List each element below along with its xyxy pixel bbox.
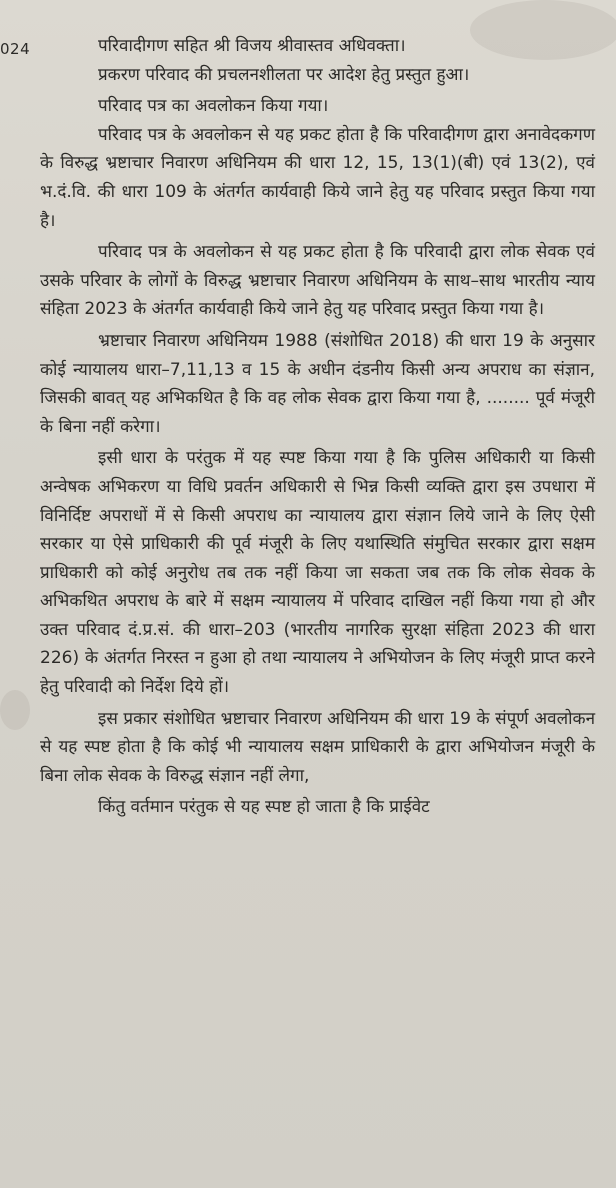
paragraph-perused: परिवाद पत्र का अवलोकन किया गया। xyxy=(98,96,329,117)
paragraph-proviso: इसी धारा के परंतुक में यह स्पष्ट किया गया है कि पुलिस अधिकारी या किसी अन्वेषक अभिकरण या विधि प्रवर्तन अधिकारी से भिन्न किसी व्यक्ति द्वारा इस उपधारा में विनिर्दिष्ट अपराधों में से किसी अपराध का न्यायालय द्वारा संज्ञान लिये जाने के लिए ऐसी सरकार या ऐसे प्राधिकारी की पूर्व मंजूरी के लिए यथास्थिति संमुचित सरकार द्वारा सक्षम प्राधिकारी को कोई अनुरोध तब तक नहीं किया जा सकता जब तक कि लोक सेवक के अभिकथित अपराध के बारे में सक्षम न्यायालय में परिवाद दाखिल नहीं किया गया हो और उक्त परिवाद दं.प्र.सं. की धारा–203 (भारतीय नागरिक सुरक्षा संहिता 2023 की धारा 226) के अंतर्गत निरस्त न हुआ हो तथा न्यायालय ने अभियोजन के लिए मंजूरी प्राप्त करने हेतु परिवादी को निर्देश दिये हों। xyxy=(40,448,595,698)
paragraph-presented: प्रकरण परिवाद की प्रचलनशीलता पर आदेश हेतु प्रस्तुत हुआ। xyxy=(98,64,470,85)
paragraph-conclusion: इस प्रकार संशोधित भ्रष्टाचार निवारण अधिनियम की धारा 19 के संपूर्ण अवलोकन से यह स्पष्ट होता है कि कोई भी न्यायालय सक्षम प्राधिकारी के द्वारा अभियोजन मंजूरी के बिना लोक सेवक के विरुद्ध संज्ञान नहीं लेगा, xyxy=(40,708,595,786)
paragraph-attendance: परिवादीगण सहित श्री विजय श्रीवास्तव अधिवक्ता। xyxy=(98,36,406,56)
paragraph-complaint-1: परिवाद पत्र के अवलोकन से यह प्रकट होता है कि परिवादीगण द्वारा अनावेदकगण के विरुद्ध भ्रष्टाचार निवारण अधिनियम की धारा 12, 15, 13(1)(बी) एवं 13(2), एवं भ.दं.वि. की धारा 109 के अंतर्गत कार्यवाही किये जाने हेतु यह परिवाद प्रस्तुत किया गया है। xyxy=(40,124,595,231)
margin-date: 024 xyxy=(0,40,31,58)
order-text xyxy=(40,32,595,822)
paragraph-section-19: भ्रष्टाचार निवारण अधिनियम 1988 (संशोधित 2018) की धारा 19 के अनुसार कोई न्यायालय धारा–7,11,13 व 15 के अधीन दंडनीय किसी अन्य अपराध का संज्ञान, जिसकी बावत् यह अभिकथित है कि वह लोक सेवक द्वारा किया गया है, ........ पूर्व मंजूरी के बिना नहीं करेगा। xyxy=(40,330,595,437)
paragraph-complaint-2: परिवाद पत्र के अवलोकन से यह प्रकट होता है कि परिवादी द्वारा लोक सेवक एवं उसके परिवार के लोगों के विरुद्ध भ्रष्टाचार निवारण अधिनियम के साथ–साथ भारतीय न्याय संहिता 2023 के अंतर्गत कार्यवाही किये जाने हेतु यह परिवाद प्रस्तुत किया गया है। xyxy=(40,242,595,320)
paragraph-continuation: किंतु वर्तमान परंतुक से यह स्पष्ट हो जाता है कि प्राईवेट xyxy=(98,797,430,818)
paper-smudge xyxy=(0,690,30,730)
